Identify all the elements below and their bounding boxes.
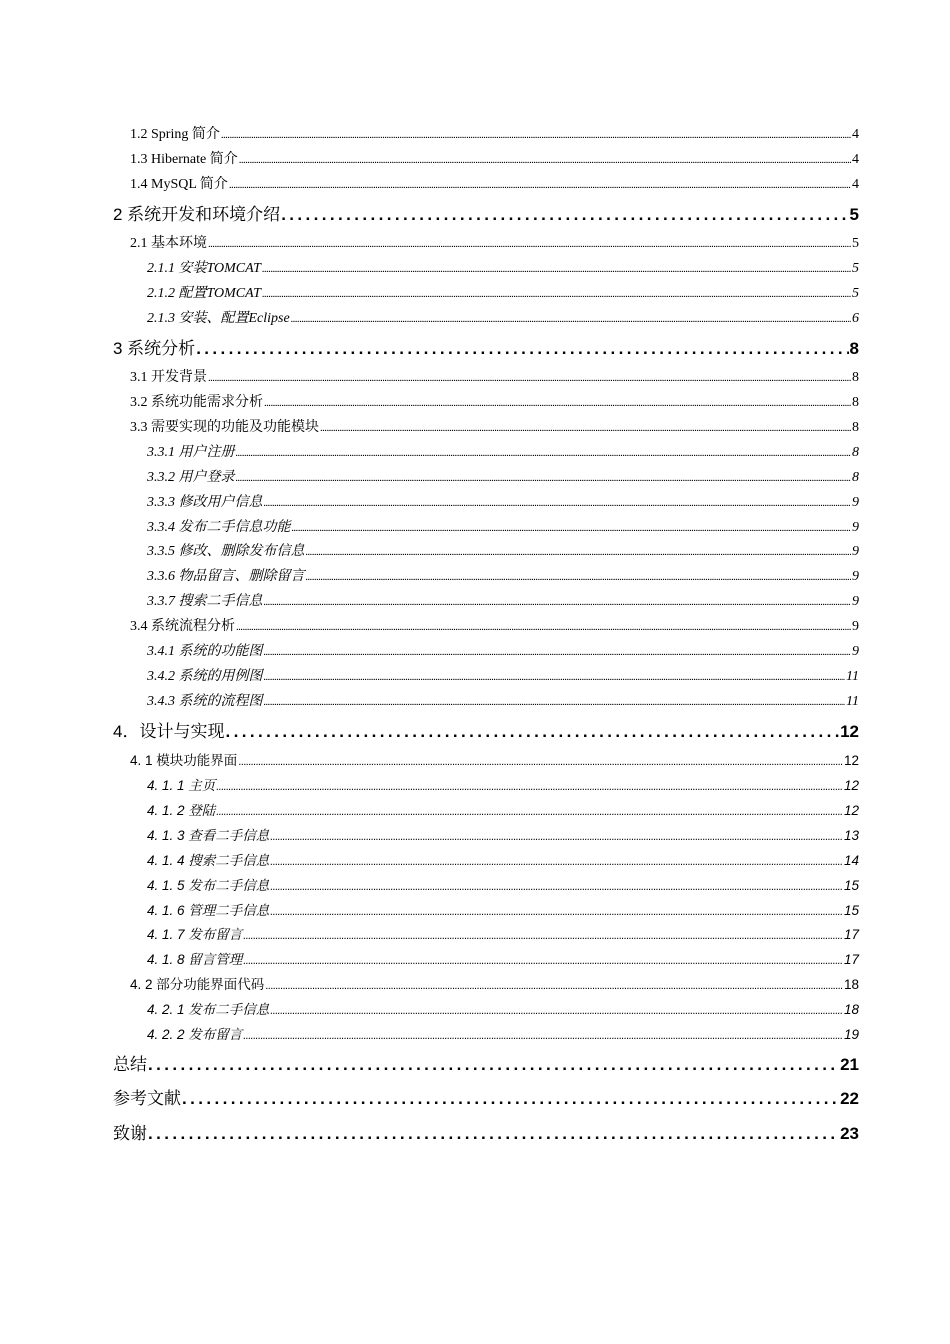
toc-entry[interactable]: [113, 173, 859, 198]
toc-entry[interactable]: [113, 849, 859, 874]
toc-entry[interactable]: [113, 1117, 859, 1152]
toc-dot-leader: [292, 516, 852, 541]
toc-entry-page-number: 4: [852, 127, 859, 142]
toc-entry-title: 4. 1. 2 登陆: [147, 802, 216, 818]
toc-entry-page-number: 8: [852, 395, 859, 411]
toc-dot-leader: [264, 590, 852, 615]
toc-entry-page-number: 12: [843, 802, 859, 818]
toc-entry[interactable]: [113, 923, 859, 948]
toc-dot-leader: [243, 924, 843, 949]
toc-entry[interactable]: [113, 973, 859, 998]
toc-entry-page-number: 12: [843, 778, 859, 794]
toc-entry-page-number: 11: [846, 693, 859, 709]
toc-entry-title: 4. 2. 2 发布留言: [147, 1027, 243, 1042]
toc-entry-title: 3.4.1 系统的功能图: [147, 644, 263, 660]
toc-entry-title: 3.3.4 发布二手信息功能: [147, 519, 291, 535]
toc-entry-title: 2.1.1 安装TOMCAT: [147, 261, 261, 277]
toc-entry[interactable]: [113, 998, 859, 1023]
toc-entry[interactable]: [113, 899, 859, 924]
toc-entry-title: 2.1 基本环境: [130, 236, 207, 252]
toc-entry[interactable]: [113, 232, 859, 257]
toc-dot-leader: [236, 466, 852, 491]
toc-entry-page-number: 8: [852, 420, 859, 436]
toc-dot-leader: [262, 282, 851, 307]
toc-entry-title: 4. 1. 6 管理二手信息: [147, 902, 270, 918]
toc-dot-leader: [229, 173, 851, 198]
toc-entry-title: 3.3.5 修改、删除发布信息: [147, 544, 305, 560]
toc-entry-title: 总结: [113, 1054, 147, 1074]
toc-entry-title: 参考文献: [113, 1089, 181, 1109]
toc-dot-leader: [264, 665, 846, 690]
toc-dot-leader: [196, 332, 848, 367]
toc-entry-page-number: 8: [852, 370, 859, 386]
toc-entry[interactable]: [113, 416, 859, 441]
toc-entry-page-number: 9: [852, 594, 859, 610]
toc-dot-leader: [238, 750, 843, 775]
toc-entry-page-number: 4: [852, 176, 859, 192]
toc-entry-page-number: 14: [843, 852, 859, 868]
toc-dot-leader: [148, 1048, 839, 1083]
toc-entry[interactable]: [113, 774, 859, 799]
toc-entry-title: 3.3.6 物品留言、删除留言: [147, 569, 305, 585]
toc-dot-leader: [225, 715, 839, 750]
toc-entry-title: 4. 2. 1 发布二手信息: [147, 1002, 270, 1018]
toc-entry-page-number: 5: [852, 285, 859, 301]
toc-dot-leader: [208, 232, 851, 257]
toc-entry-title: 3.4.2 系统的用例图: [147, 668, 263, 684]
toc-entry[interactable]: [113, 391, 859, 416]
toc-entry[interactable]: [113, 540, 859, 565]
toc-entry-title: 4. 1. 3 查看二手信息: [147, 827, 270, 843]
toc-entry-title: 3.3.7 搜索二手信息: [147, 594, 263, 610]
toc-entry-page-number: 23: [840, 1123, 859, 1143]
toc-entry[interactable]: [113, 824, 859, 849]
toc-dot-leader: [264, 640, 852, 665]
toc-entry[interactable]: [113, 148, 859, 173]
toc-entry-page-number: 4: [852, 151, 859, 167]
toc-entry-title: 4. 1 模块功能界面: [130, 753, 238, 769]
toc-entry-page-number: 18: [843, 1002, 859, 1018]
toc-entry-page-number: 22: [840, 1089, 859, 1109]
toc-dot-leader: [270, 900, 843, 925]
toc-entry[interactable]: [113, 590, 859, 615]
toc-dot-leader: [264, 690, 846, 715]
toc-entry[interactable]: [113, 198, 859, 233]
toc-entry[interactable]: [113, 690, 859, 715]
toc-entry[interactable]: [113, 332, 859, 367]
toc-dot-leader: [264, 491, 852, 516]
toc-dot-leader: [182, 1082, 839, 1117]
toc-dot-leader: [306, 540, 852, 565]
toc-entry-title: 致谢: [113, 1123, 147, 1143]
toc-entry-title: 2 系统开发和环境介绍: [113, 204, 281, 224]
toc-dot-leader: [148, 1117, 839, 1152]
toc-entry-title: 3 系统分析: [113, 338, 196, 358]
toc-entry-title: 3.4 系统流程分析: [130, 619, 235, 635]
toc-entry-page-number: 8: [852, 444, 859, 460]
toc-dot-leader: [216, 800, 843, 825]
toc-entry-page-number: 9: [852, 644, 859, 660]
toc-entry[interactable]: [113, 1082, 859, 1117]
toc-entry-title: 3.3.1 用户注册: [147, 444, 235, 460]
toc-entry[interactable]: [113, 123, 859, 148]
toc-entry-title: 4. 1. 7 发布留言: [147, 927, 243, 943]
toc-entry-page-number: 9: [852, 494, 859, 510]
toc-dot-leader: [306, 565, 852, 590]
toc-entry-page-number: 12: [840, 721, 859, 741]
toc-entry-page-number: 17: [843, 927, 859, 943]
toc-dot-leader: [243, 1024, 843, 1049]
toc-entry[interactable]: [113, 366, 859, 391]
toc-entry-title: 3.2 系统功能需求分析: [130, 395, 263, 411]
toc-entry-title: 4. 1. 8 留言管理: [147, 952, 243, 968]
toc-entry[interactable]: [113, 799, 859, 824]
toc-entry[interactable]: [113, 715, 859, 750]
toc-dot-leader: [265, 974, 843, 999]
toc-entry-page-number: 18: [843, 977, 859, 993]
toc-entry-title: 3.4.3 系统的流程图: [147, 693, 263, 709]
toc-entry-title: 3.1 开发背景: [130, 370, 207, 386]
toc-dot-leader: [270, 825, 843, 850]
toc-dot-leader: [208, 366, 851, 391]
toc-entry-title: 4. 1. 1 主页: [147, 778, 216, 794]
toc-dot-leader: [243, 949, 843, 974]
toc-entry-title: 1.2 Spring 简介: [130, 127, 220, 142]
toc-entry-page-number: 12: [843, 753, 859, 769]
toc-entry[interactable]: [113, 948, 859, 973]
toc-dot-leader: [239, 148, 851, 173]
toc-dot-leader: [270, 999, 843, 1024]
toc-entry-title: 4. 1. 5 发布二手信息: [147, 877, 270, 893]
toc-entry-title: 4．设计与实现: [113, 721, 225, 741]
toc-entry-title: 1.3 Hibernate 简介: [130, 151, 238, 167]
toc-entry[interactable]: [113, 749, 859, 774]
toc-dot-leader: [291, 307, 851, 332]
toc-entry-page-number: 9: [852, 519, 859, 535]
toc-entry-page-number: 5: [852, 261, 859, 277]
toc-dot-leader: [221, 123, 851, 148]
toc-entry[interactable]: [113, 491, 859, 516]
toc-dot-leader: [236, 615, 851, 640]
toc-dot-leader: [270, 875, 843, 900]
toc-entry-page-number: 19: [843, 1027, 859, 1042]
toc-dot-leader: [281, 198, 848, 233]
toc-entry-title: 4. 1. 4 搜索二手信息: [147, 852, 270, 868]
toc-entry-page-number: 11: [846, 668, 859, 684]
toc-entry-page-number: 6: [852, 310, 859, 326]
toc-dot-leader: [264, 391, 851, 416]
toc-entry-page-number: 9: [852, 569, 859, 585]
toc-entry[interactable]: [113, 1023, 859, 1048]
toc-entry-title: 2.1.2 配置TOMCAT: [147, 285, 261, 301]
table-of-contents: [113, 123, 859, 1151]
toc-entry[interactable]: [113, 516, 859, 541]
toc-entry-page-number: 9: [852, 619, 859, 635]
toc-entry[interactable]: [113, 307, 859, 332]
toc-entry[interactable]: [113, 257, 859, 282]
toc-dot-leader: [262, 257, 851, 282]
toc-entry-title: 2.1.3 安装、配置Eclipse: [147, 310, 290, 326]
toc-entry[interactable]: [113, 282, 859, 307]
toc-entry[interactable]: [113, 640, 859, 665]
toc-entry-page-number: 15: [843, 902, 859, 918]
toc-entry[interactable]: [113, 466, 859, 491]
toc-entry-page-number: 17: [843, 952, 859, 968]
toc-entry-title: 3.3.2 用户登录: [147, 469, 235, 485]
toc-entry-title: 1.4 MySQL 简介: [130, 176, 228, 192]
toc-entry[interactable]: [113, 1048, 859, 1083]
toc-entry-page-number: 8: [849, 338, 859, 358]
toc-entry[interactable]: [113, 565, 859, 590]
toc-entry-page-number: 15: [843, 877, 859, 893]
toc-entry-page-number: 9: [852, 544, 859, 560]
toc-entry[interactable]: [113, 441, 859, 466]
toc-entry-page-number: 5: [849, 204, 859, 224]
toc-dot-leader: [216, 775, 843, 800]
toc-entry-title: 3.3.3 修改用户信息: [147, 494, 263, 510]
toc-entry-title: 3.3 需要实现的功能及功能模块: [130, 420, 319, 436]
toc-entry[interactable]: [113, 615, 859, 640]
toc-entry[interactable]: [113, 665, 859, 690]
toc-dot-leader: [270, 850, 843, 875]
toc-entry[interactable]: [113, 874, 859, 899]
toc-dot-leader: [320, 416, 851, 441]
toc-entry-page-number: 5: [852, 236, 859, 252]
toc-entry-page-number: 21: [840, 1054, 859, 1074]
toc-entry-page-number: 13: [843, 827, 859, 843]
toc-dot-leader: [236, 441, 852, 466]
toc-entry-page-number: 8: [852, 469, 859, 485]
toc-entry-title: 4. 2 部分功能界面代码: [130, 977, 265, 993]
